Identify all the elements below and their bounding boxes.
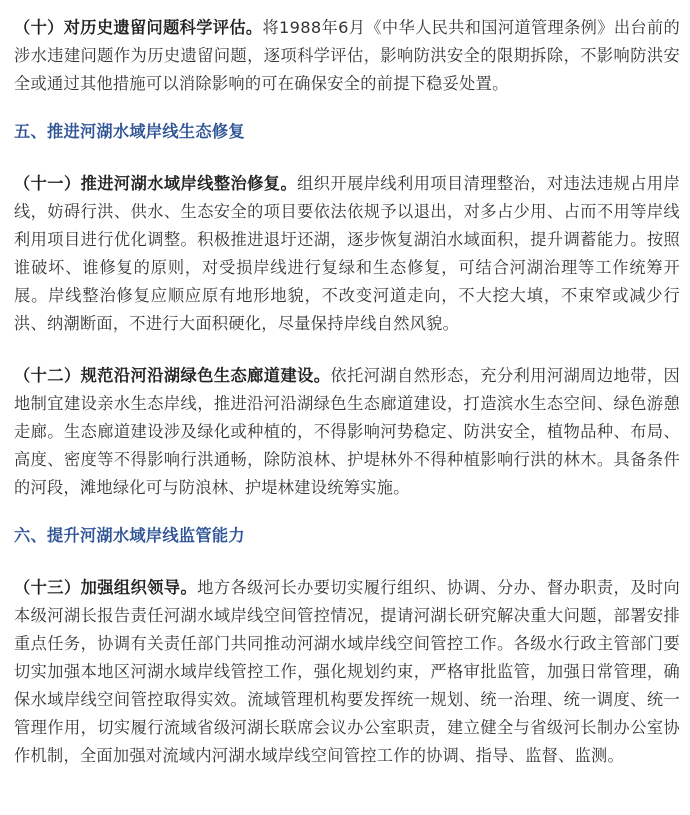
paragraph-lead: （十三）加强组织领导。 — [14, 578, 198, 597]
paragraph-lead: （十二）规范沿河沿湖绿色生态廊道建设。 — [14, 366, 331, 385]
paragraph-lead: （十）对历史遗留问题科学评估。 — [14, 18, 263, 37]
paragraph-10 — [14, 14, 680, 98]
section-heading-5: 五、推进河湖水域岸线生态修复 — [14, 122, 245, 141]
paragraph-text: 组织开展岸线利用项目清理整治，对违法违规占用岸线，妨碍行洪、供水、生态安全的项目要依法依规予以退出，对多占少用、占而不用等岸线利用项目进行优化调整。积极推进退圩还湖，逐步恢复湖泊水域面积，提升调蓄能力。按照谁破坏、谁修复的原则，对受损岸线进行复绿和生态修复，可结合河湖治理等工作统筹开展。岸线整治修复应顺应原有地形地貌，不改变河道走向，不大挖大填，不束窄或减少行洪、纳潮断面，不进行大面积硬化，尽量保持岸线自然风貌。 — [14, 174, 680, 333]
paragraph-text: 地方各级河长办要切实履行组织、协调、分办、督办职责，及时向本级河湖长报告责任河湖水域岸线空间管控情况，提请河湖长研究解决重大问题，部署安排重点任务，协调有关责任部门共同推动河湖水域岸线空间管控工作。各级水行政主管部门要切实加强本地区河湖水域岸线管控工作，强化规划约束，严格审批监管，加强日常管理，确保水域岸线空间管控取得实效。流域管理机构要发挥统一规划、统一治理、统一调度、统一管理作用，切实履行流域省级河湖长联席会议办公室职责，建立健全与省级河长制办公室协作机制，全面加强对流域内河湖水域岸线空间管控工作的协调、指导、监督、监测。 — [14, 578, 680, 765]
paragraph-text: 将1988年6月《中华人民共和国河道管理条例》出台前的涉水违建问题作为历史遗留问题，逐项科学评估，影响防洪安全的限期拆除，不影响防洪安全或通过其他措施可以消除影响的可在确保安全的前提下稳妥处置。 — [14, 18, 680, 93]
paragraph-12 — [14, 362, 680, 502]
section-heading-6: 六、提升河湖水域岸线监管能力 — [14, 526, 245, 545]
paragraph-11 — [14, 170, 680, 338]
paragraph-text: 依托河湖自然形态，充分利用河湖周边地带，因地制宜建设亲水生态岸线，推进沿河沿湖绿色生态廊道建设，打造滨水生态空间、绿色游憩走廊。生态廊道建设涉及绿化或种植的，不得影响河势稳定、防洪安全，植物品种、布局、高度、密度等不得影响行洪通畅，除防浪林、护堤林外不得种植影响行洪的林木。具备条件的河段，滩地绿化可与防浪林、护堤林建设统筹实施。 — [14, 366, 680, 497]
paragraph-lead: （十一）推进河湖水域岸线整治修复。 — [14, 174, 298, 193]
paragraph-13 — [14, 574, 680, 770]
